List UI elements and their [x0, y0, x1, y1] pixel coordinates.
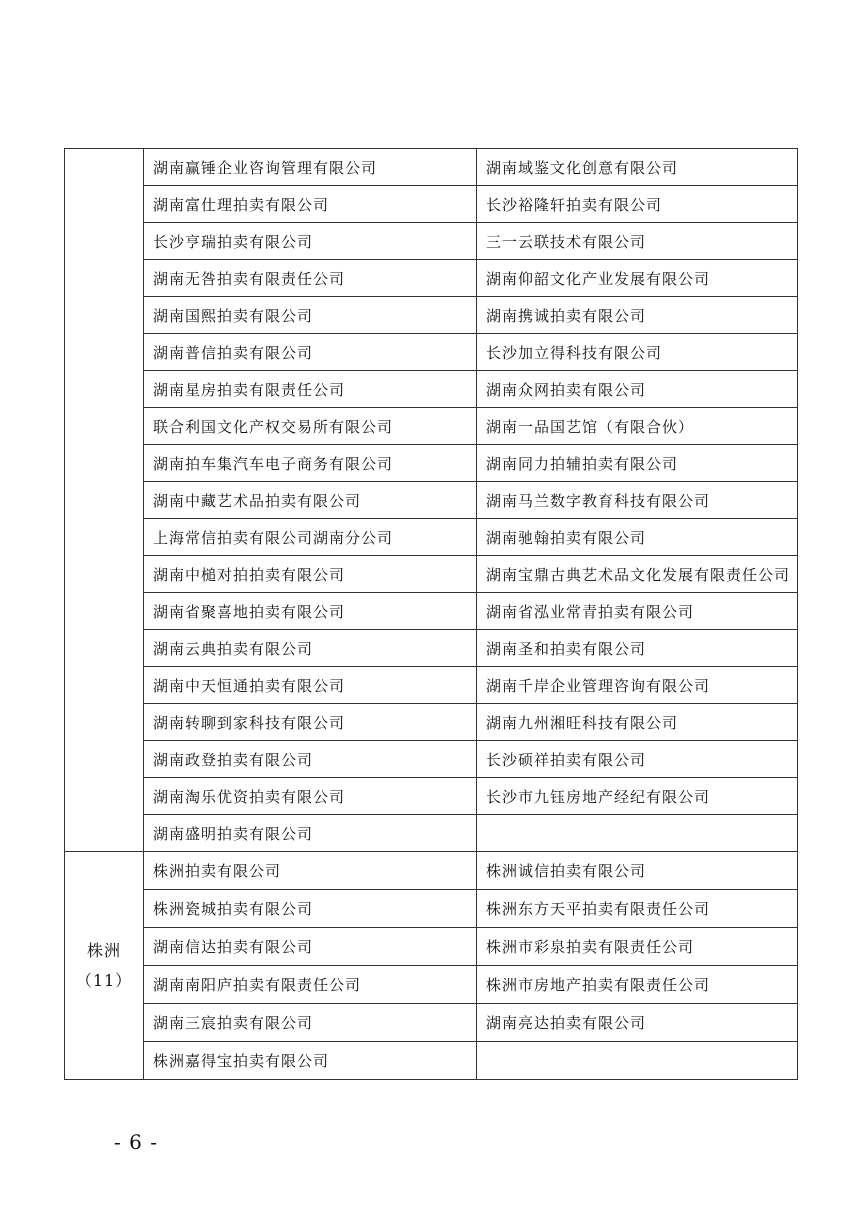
table-row [65, 297, 798, 334]
company-name-left: 湖南星房拍卖有限责任公司 [144, 371, 477, 408]
company-name-right: 湖南携诚拍卖有限公司 [477, 297, 798, 334]
region-cell [65, 149, 144, 852]
company-name-left: 湖南无咎拍卖有限责任公司 [144, 260, 477, 297]
company-name-left: 湖南国熙拍卖有限公司 [144, 297, 477, 334]
table-row [65, 667, 798, 704]
company-name-right: 湖南九州湘旺科技有限公司 [477, 704, 798, 741]
company-name-right: 湖南域鉴文化创意有限公司 [477, 149, 798, 186]
table-row [65, 966, 798, 1004]
company-name-right: 湖南省泓业常青拍卖有限公司 [477, 593, 798, 630]
company-name-right: 湖南宝鼎古典艺术品文化发展有限责任公司 [477, 556, 798, 593]
company-name-left: 湖南政登拍卖有限公司 [144, 741, 477, 778]
company-name-left: 长沙亨瑞拍卖有限公司 [144, 223, 477, 260]
region-cell [65, 852, 144, 1080]
company-name-left: 湖南中天恒通拍卖有限公司 [144, 667, 477, 704]
company-name-right: 株洲市房地产拍卖有限责任公司 [477, 966, 798, 1004]
company-name-right: 湖南仰韶文化产业发展有限公司 [477, 260, 798, 297]
region-count: （11） [75, 970, 133, 990]
table-row [65, 778, 798, 815]
company-name-left: 湖南转聊到家科技有限公司 [144, 704, 477, 741]
company-name-right [477, 815, 798, 852]
company-name-left: 湖南中藏艺术品拍卖有限公司 [144, 482, 477, 519]
company-name-left: 湖南信达拍卖有限公司 [144, 928, 477, 966]
table-row [65, 482, 798, 519]
company-name-right: 长沙硕祥拍卖有限公司 [477, 741, 798, 778]
table-row [65, 519, 798, 556]
table-row [65, 371, 798, 408]
table-row [65, 408, 798, 445]
table-row [65, 890, 798, 928]
region-name: 株洲 [86, 940, 121, 960]
company-name-left: 上海常信拍卖有限公司湖南分公司 [144, 519, 477, 556]
company-name-right: 湖南一品国艺馆（有限合伙） [477, 408, 798, 445]
company-name-left: 株洲拍卖有限公司 [144, 852, 477, 890]
company-name-right: 三一云联技术有限公司 [477, 223, 798, 260]
company-name-right: 湖南亮达拍卖有限公司 [477, 1004, 798, 1042]
company-list-table [64, 148, 798, 1080]
table-row [65, 334, 798, 371]
table-row [65, 630, 798, 667]
company-name-right: 长沙裕隆轩拍卖有限公司 [477, 186, 798, 223]
region-label [65, 936, 143, 996]
company-name-right: 长沙加立得科技有限公司 [477, 334, 798, 371]
company-name-left: 湖南云典拍卖有限公司 [144, 630, 477, 667]
company-name-right: 湖南千岸企业管理咨询有限公司 [477, 667, 798, 704]
company-name-right [477, 1042, 798, 1080]
table-row [65, 852, 798, 890]
company-name-left: 株洲瓷城拍卖有限公司 [144, 890, 477, 928]
company-name-left: 湖南普信拍卖有限公司 [144, 334, 477, 371]
company-name-right: 湖南驰翰拍卖有限公司 [477, 519, 798, 556]
company-name-right: 株洲诚信拍卖有限公司 [477, 852, 798, 890]
company-name-right: 湖南众网拍卖有限公司 [477, 371, 798, 408]
company-list-body [65, 149, 798, 1080]
company-name-left: 湖南赢锤企业咨询管理有限公司 [144, 149, 477, 186]
table-row [65, 556, 798, 593]
table-row [65, 1042, 798, 1080]
company-name-left: 株洲嘉得宝拍卖有限公司 [144, 1042, 477, 1080]
company-name-left: 湖南富仕理拍卖有限公司 [144, 186, 477, 223]
company-name-left: 湖南三宸拍卖有限公司 [144, 1004, 477, 1042]
company-name-left: 湖南拍车集汽车电子商务有限公司 [144, 445, 477, 482]
table-row [65, 223, 798, 260]
table-row [65, 815, 798, 852]
table-row [65, 149, 798, 186]
company-name-right: 湖南圣和拍卖有限公司 [477, 630, 798, 667]
table-row [65, 1004, 798, 1042]
table-row [65, 593, 798, 630]
page-number: - 6 - [114, 1130, 158, 1154]
company-name-right: 株洲东方天平拍卖有限责任公司 [477, 890, 798, 928]
company-name-right: 湖南马兰数字教育科技有限公司 [477, 482, 798, 519]
table-row [65, 260, 798, 297]
company-name-left: 联合利国文化产权交易所有限公司 [144, 408, 477, 445]
company-name-right: 湖南同力拍辅拍卖有限公司 [477, 445, 798, 482]
table-row [65, 741, 798, 778]
company-name-right: 长沙市九钰房地产经纪有限公司 [477, 778, 798, 815]
company-name-left: 湖南中槌对拍拍卖有限公司 [144, 556, 477, 593]
company-name-left: 湖南南阳庐拍卖有限责任公司 [144, 966, 477, 1004]
company-name-right: 株洲市彩泉拍卖有限责任公司 [477, 928, 798, 966]
company-name-left: 湖南盛明拍卖有限公司 [144, 815, 477, 852]
table-row [65, 928, 798, 966]
table-row [65, 186, 798, 223]
table-row [65, 704, 798, 741]
company-name-left: 湖南淘乐优资拍卖有限公司 [144, 778, 477, 815]
table-row [65, 445, 798, 482]
company-name-left: 湖南省聚喜地拍卖有限公司 [144, 593, 477, 630]
